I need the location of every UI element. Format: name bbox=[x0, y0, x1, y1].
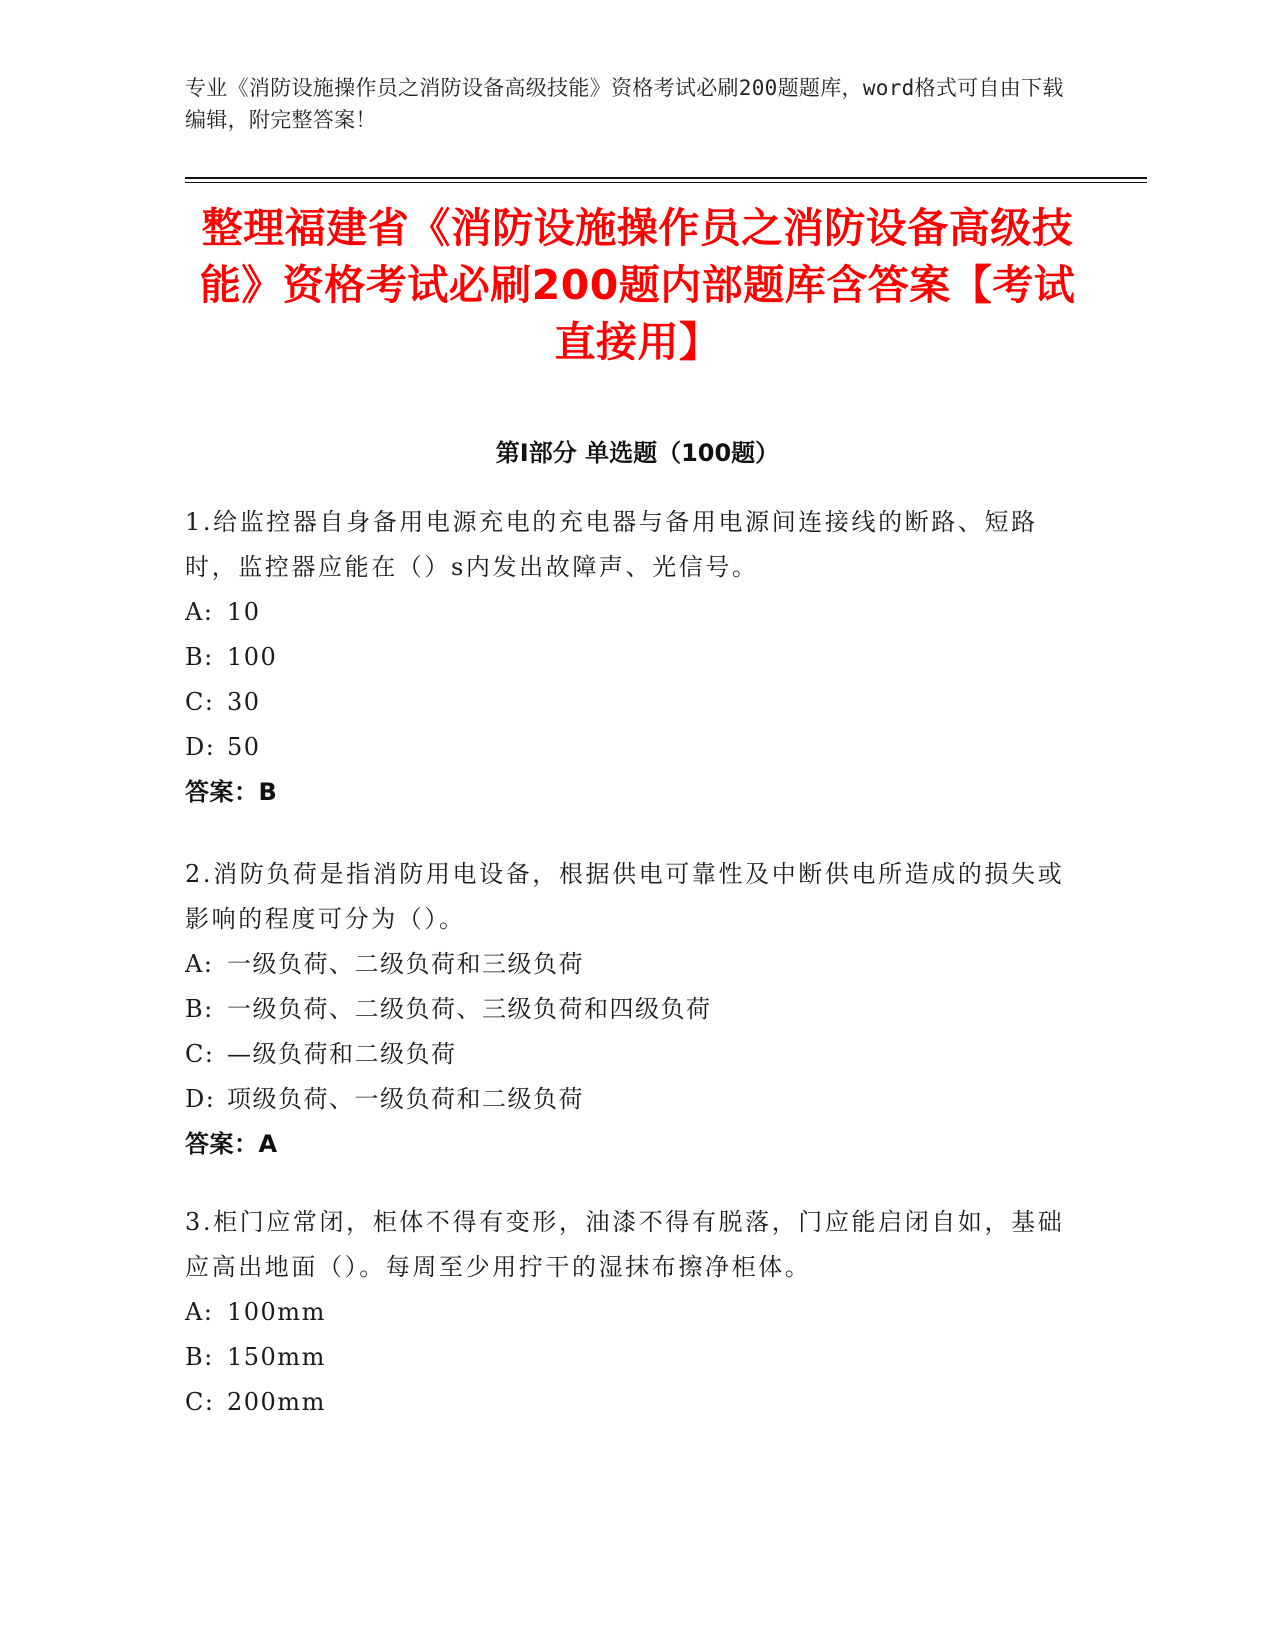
option-letter: D: bbox=[185, 733, 216, 761]
option-letter: B: bbox=[185, 995, 214, 1023]
option-c bbox=[185, 680, 1065, 725]
header-rule-thick bbox=[185, 177, 1147, 179]
option-text: 30 bbox=[227, 688, 261, 716]
option-text: 100 bbox=[227, 643, 278, 671]
option-c bbox=[185, 1380, 1065, 1425]
question-stem: 2.消防负荷是指消防用电设备，根据供电可靠性及中断供电所造成的损失或影响的程度可分为（）。 bbox=[185, 860, 1065, 933]
option-letter: C: bbox=[185, 688, 215, 716]
option-d bbox=[185, 725, 1065, 770]
option-d bbox=[185, 1077, 1065, 1122]
option-letter: B: bbox=[185, 643, 214, 671]
option-b bbox=[185, 987, 1065, 1032]
option-letter: B: bbox=[185, 1343, 214, 1371]
option-text: —级负荷和二级负荷 bbox=[227, 1040, 457, 1068]
question-stem: 1.给监控器自身备用电源充电的充电器与备用电源间连接线的断路、短路时，监控器应能在（）s内发出故障声、光信号。 bbox=[185, 508, 1038, 581]
option-letter: A: bbox=[185, 598, 214, 626]
option-text: 10 bbox=[227, 598, 261, 626]
option-a bbox=[185, 942, 1065, 987]
question-stem: 3.柜门应常闭，柜体不得有变形，油漆不得有脱落，门应能启闭自如，基础应高出地面（）。每周至少用拧干的湿抹布擦净柜体。 bbox=[185, 1208, 1065, 1281]
section-title: 第I部分 单选题（100题） bbox=[495, 439, 780, 467]
option-c bbox=[185, 1032, 1065, 1077]
question-2 bbox=[185, 852, 1065, 1167]
header-note: 专业《消防设施操作员之消防设备高级技能》资格考试必刷200题题库，word格式可自由下载编辑，附完整答案！ bbox=[185, 76, 1064, 132]
option-letter: A: bbox=[185, 950, 214, 978]
question-1 bbox=[185, 500, 1065, 815]
option-letter: D: bbox=[185, 1085, 216, 1113]
option-a bbox=[185, 590, 1065, 635]
option-letter: C: bbox=[185, 1388, 215, 1416]
option-text: 150mm bbox=[227, 1343, 326, 1371]
header-rule-thin bbox=[185, 182, 1147, 183]
option-text: 50 bbox=[227, 733, 261, 761]
option-text: 一级负荷、二级负荷和三级负荷 bbox=[227, 950, 584, 978]
option-b bbox=[185, 1335, 1065, 1380]
option-text: 项级负荷、一级负荷和二级负荷 bbox=[227, 1085, 584, 1113]
option-text: 200mm bbox=[227, 1388, 326, 1416]
option-letter: C: bbox=[185, 1040, 215, 1068]
option-text: 100mm bbox=[227, 1298, 326, 1326]
option-text: 一级负荷、二级负荷、三级负荷和四级负荷 bbox=[227, 995, 712, 1023]
answer-line: 答案：B bbox=[185, 778, 278, 806]
answer-line: 答案：A bbox=[185, 1130, 278, 1158]
document-title: 整理福建省《消防设施操作员之消防设备高级技能》资格考试必刷200题内部题库含答案【考试直接用】 bbox=[199, 204, 1076, 366]
option-b bbox=[185, 635, 1065, 680]
question-3 bbox=[185, 1200, 1065, 1425]
option-a bbox=[185, 1290, 1065, 1335]
option-letter: A: bbox=[185, 1298, 214, 1326]
